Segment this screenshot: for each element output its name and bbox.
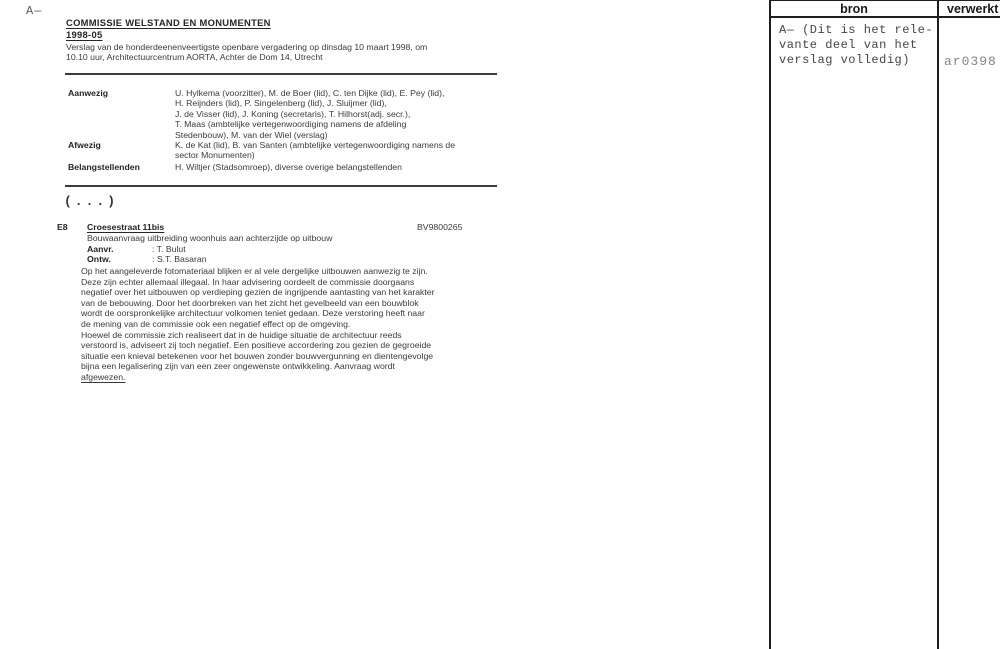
text-line: Op het aangeleverde fotomateriaal blijken er al vele dergelijke uitbouwen aanwezig te zijn.	[81, 266, 428, 276]
text-line: 10.10 uur, Architectuurcentrum AORTA, Achter de Dom 14, Utrecht	[66, 52, 323, 63]
text-line: vante deel van het	[779, 38, 918, 52]
text-line: A— (Dit is het rele-	[779, 23, 934, 37]
column-header-bron: bron	[840, 2, 868, 16]
text-line: negatief over het uitbouwen op verdieping gezien de ingrijpende aantasting van het karakter	[81, 287, 435, 298]
table-top-border	[769, 0, 1000, 1]
text-line: bijna een legalisering zijn van een zeer ongewenste ontwikkeling. Aanvraag wordt	[81, 361, 395, 372]
designer-value: : S.T. Basaran	[152, 254, 207, 264]
decision-text: afgewezen.	[81, 372, 126, 382]
text-line: J. de Visser (lid), J. Koning (secretaris), T. Hilhorst(adj. secr.),	[175, 108, 411, 119]
text-line: de mening van de commissie ook een negatief effect op de omgeving.	[81, 318, 351, 329]
omission-ellipsis-mark: (...)	[64, 194, 119, 209]
case-reference-number: BV9800265	[417, 222, 463, 232]
case-address: Croesestraat 11bis	[87, 222, 165, 232]
document-number: 1998-05	[66, 29, 103, 40]
column-header-verwerkt: verwerkt	[947, 2, 999, 16]
document-title: COMMISSIE WELSTAND EN MONUMENTEN	[66, 17, 271, 28]
horizontal-rule-bottom	[65, 185, 497, 187]
designer-label: Ontw.	[87, 254, 111, 264]
bron-typewriter-note	[779, 23, 933, 68]
applicant-label: Aanvr.	[87, 243, 114, 254]
verwerkt-code: ar0398	[944, 54, 997, 69]
text-line: Deze zijn echter allemaal illegaal. In haar advisering oordeelt de commissie doorgaans	[81, 276, 415, 287]
text-line: verstoord is, adviseert zij toch negatief. Een positieve accordering zou gezien de gegroeide	[81, 340, 432, 351]
corner-annotation-mark: A—	[26, 4, 43, 18]
case-subject: Bouwaanvraag uitbreiding woonhuis aan achterzijde op uitbouw	[87, 233, 333, 243]
attendance-present-list	[175, 88, 444, 140]
text-line: sector Monumenten)	[175, 150, 255, 161]
text-line: T. Maas (ambtelijke vertegenwoordiging namens de afdeling	[175, 119, 407, 130]
advice-body-text	[81, 266, 435, 372]
attendance-present-label: Aanwezig	[68, 88, 109, 98]
text-line: Stedenbouw), M. van der Wiel (verslag)	[175, 129, 328, 140]
table-header-underline	[769, 16, 1000, 18]
text-line: H. Reijnders (lid), P. Singelenberg (lid), J. Sluijmer (lid),	[175, 98, 387, 109]
attendance-interested-list	[175, 162, 402, 172]
attendance-absent-label: Afwezig	[68, 140, 101, 150]
attendance-absent-list	[175, 140, 455, 161]
text-line: verslag volledig)	[779, 53, 910, 67]
text-line: situatie een knieval betekenen voor het bouwen zonder bouwvergunning en dientengevolge	[81, 350, 434, 361]
text-line: van de bebouwing. Door het doorbreken van het zicht het gevelbeeld van een bouwblok	[81, 297, 419, 308]
applicant-value: : T. Bulut	[152, 243, 186, 254]
attendance-interested-label: Belangstellenden	[68, 162, 140, 172]
text-line: Hoewel de commissie zich realiseert dat in de huidige situatie de architectuur reeds	[81, 329, 402, 340]
text-line: H. Wiltjer (Stadsomroep), diverse overige belangstellenden	[175, 162, 402, 172]
meeting-intro	[66, 42, 427, 63]
text-line: wordt de oorspronkelijke architectuur volkomen teniet gedaan. Deze verstoring heeft naar	[81, 308, 425, 319]
table-column-divider	[937, 0, 939, 649]
agenda-item-number: E8	[57, 222, 68, 232]
text-line: K. de Kat (lid), B. van Santen (ambtelijke vertegenwoordiging namens de	[175, 140, 456, 150]
text-line: Verslag van de honderdeenenveertigste openbare vergadering op dinsdag 10 maart 1998, om	[66, 42, 428, 52]
table-left-border	[769, 0, 771, 649]
horizontal-rule-top	[65, 73, 497, 75]
text-line: U. Hylkema (voorzitter), M. de Boer (lid), C. ten Dijke (lid), E. Pey (lid),	[175, 88, 445, 98]
